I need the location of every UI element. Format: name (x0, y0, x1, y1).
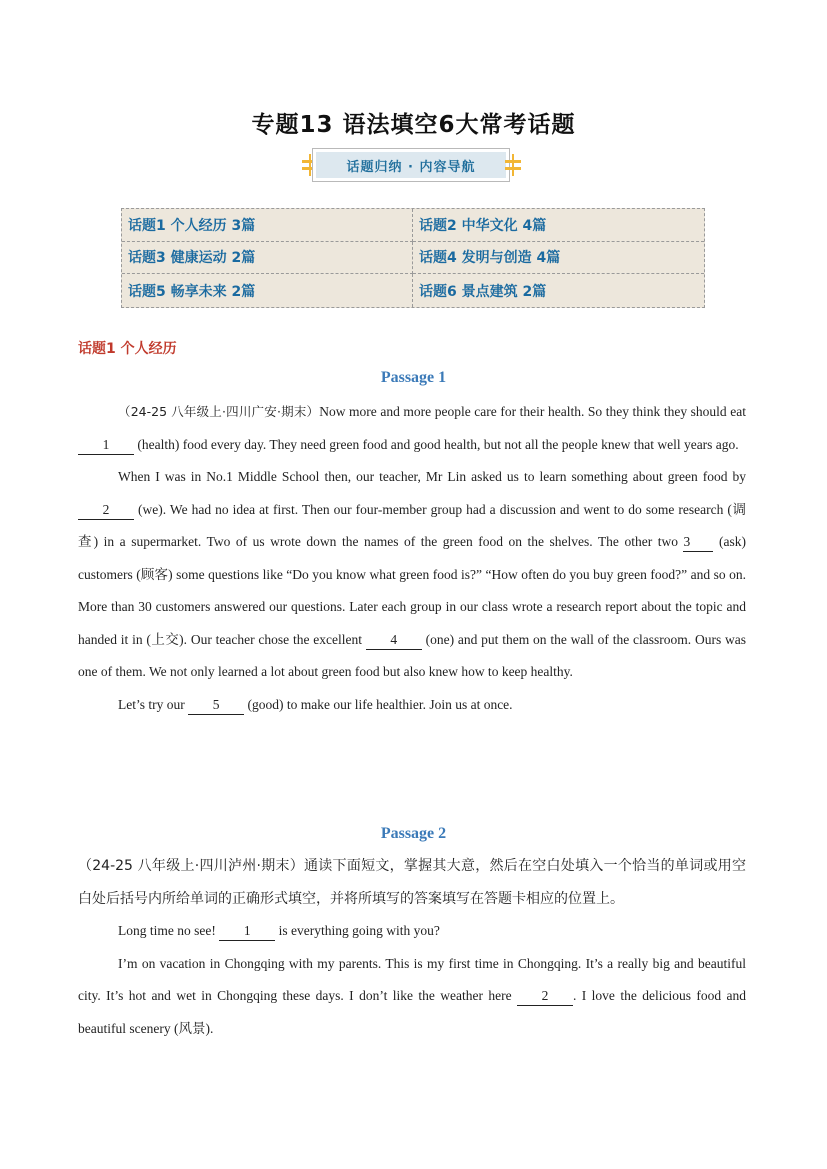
passage-1-source: （24-25 八年级上·四川广安·期末） (118, 404, 320, 419)
passage-2-paragraph-1 (78, 915, 746, 948)
text: Now more and more people care for their health. So they think they should eat (319, 404, 746, 419)
passage-1-paragraph-1 (78, 396, 746, 461)
navigation-banner (312, 148, 510, 182)
topic-cell-5[interactable]: 话题5 畅享未来 2篇 (122, 274, 413, 307)
text: is everything going with you? (275, 923, 440, 938)
blank-3[interactable]: 3 (683, 533, 713, 552)
passage-2-title: Passage 2 (380, 825, 447, 842)
section-heading: 话题1 个人经历 (78, 341, 177, 357)
passage-1-paragraph-2 (78, 461, 746, 689)
topic-cell-1[interactable]: 话题1 个人经历 3篇 (122, 209, 413, 242)
blank-1[interactable]: 1 (219, 922, 275, 941)
text: When I was in No.1 Middle School then, our teacher, Mr Lin asked us to learn something about green food by (118, 469, 746, 484)
banner-label: 话题归纳 · 内容导航 (316, 152, 506, 178)
passage-2-body (78, 850, 746, 1045)
blank-4[interactable]: 4 (366, 631, 422, 650)
text: (ask) customers (顾客) some questions like “Do you know what green food is?” “How often do you buy green food?” and so on. More than 30 customers answered our questions. Later each group in our class wrote a research report about the topic and handed it in (上交). Our teacher chose the excellent (78, 534, 746, 647)
topic-cell-3[interactable]: 话题3 健康运动 2篇 (122, 242, 413, 275)
topic-cell-2[interactable]: 话题2 中华文化 4篇 (413, 209, 704, 242)
text: (we). We had no idea at first. Then our four-member group had a discussion and went to do some research (调查) in a supermarket. Two of us wrote down the names of the green food on the shelves. The other two (78, 501, 746, 549)
passage-2-paragraph-2 (78, 948, 746, 1046)
blank-2[interactable]: 2 (78, 501, 134, 520)
blank-2[interactable]: 2 (517, 987, 573, 1006)
text: Let’s try our (118, 696, 189, 712)
text: . I love the delicious food and beautiful scenery (风景). (78, 988, 746, 1036)
text: (good) to make our life healthier. Join us at once. (244, 696, 513, 712)
topic-cell-6[interactable]: 话题6 景点建筑 2篇 (419, 283, 547, 300)
topic-navigation-table (121, 208, 705, 308)
passage-2-instructions: （24-25 八年级上·四川泸州·期末）通读下面短文，掌握其大意，然后在空白处填入一个恰当的单词或用空白处后括号内所给单词的正确形式填空，并将所填写的答案填写在答题卡相应的位置上。 (78, 858, 746, 907)
text: I’m on vacation in Chongqing with my parents. This is my first time in Chongqing. It’s a really big and beautiful city. It’s hot and wet in Chongqing these days. I don’t like the weather here (78, 955, 746, 1003)
passage-1-title: Passage 1 (380, 369, 447, 386)
passage-1-paragraph-3 (78, 689, 746, 722)
page-title: 专题13 语法填空6大常考话题 (251, 112, 576, 138)
blank-1[interactable]: 1 (78, 436, 134, 455)
text: Long time no see! (118, 923, 220, 938)
passage-1-body (78, 396, 746, 721)
text: (health) food every day. They need green food and good health, but not all the people knew that well years ago. (134, 436, 739, 452)
topic-cell-4[interactable]: 话题4 发明与创造 4篇 (413, 242, 704, 275)
text: (one) and put them on the wall of the classroom. Ours was one of them. We not only learned a lot about green food but also knew how to keep healthy. (78, 631, 746, 679)
blank-5[interactable]: 5 (188, 696, 244, 715)
right-ornament-icon (505, 149, 521, 181)
